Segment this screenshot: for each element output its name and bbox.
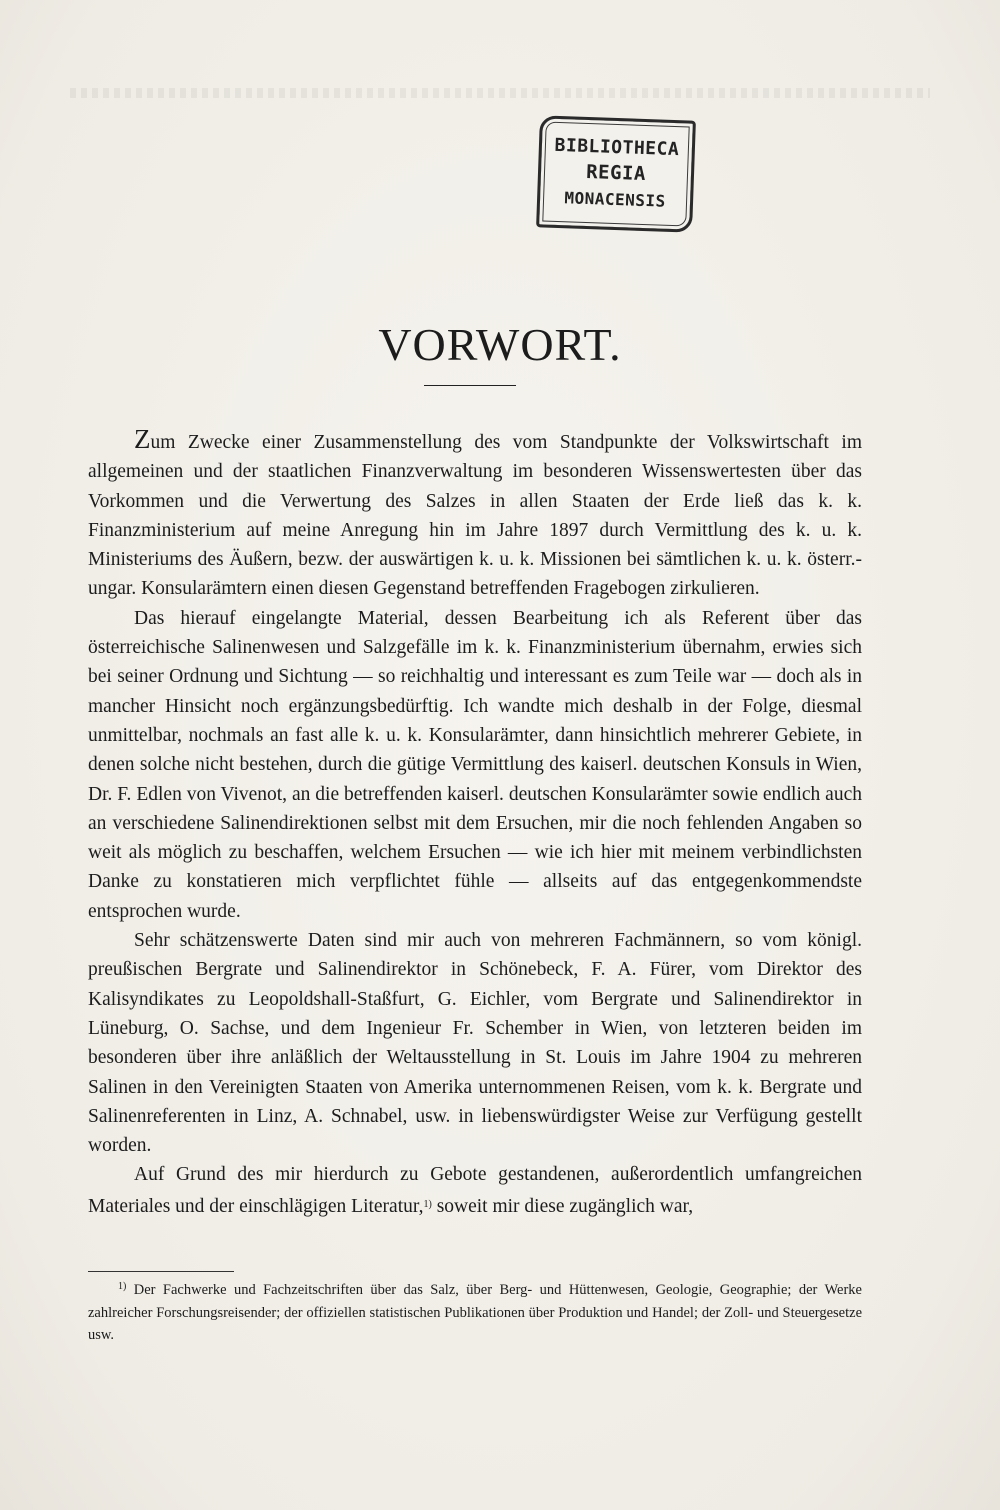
paragraph-2-text: Das hierauf eingelangte Material, dessen Bearbeitung ich als Referent über das österreichische Salinenwesen und Salzgefälle im k. k. Finanzministerium übernahm, erwies sich bei seiner Ordnung und Sichtung — so reichhaltig und interessant es zum Teile war — doch als in mancher Hinsicht noch ergänzungsbedürftig. Ich wandte mich deshalb in der Folge, diesmal unmittelbar, nochmals an fast alle k. u. k. Konsularämter, dann hinsichtlich mehrerer Gebiete, in denen solche nicht bestehen, durch die gütige Vermittlung des kaiserl. deutschen Konsuls in Wien, Dr. F. Edlen von Vivenot, an die betreffenden kaiserl. deutschen Konsularämter sowie endlich auch an verschiedene Salinendirektionen selbst mit dem Ersuchen, mir die noch fehlenden Angaben so weit als möglich zu beschaffen, welchem Ersuchen — wie ich hier mit meinem verbindlichsten Danke zu konstatieren mich verpflichtet fühle — allseits auf das entgegenkommendste entsprochen wurde. [88,607,862,922]
paragraph-1 [88,424,862,604]
footnote [88,1276,862,1347]
paragraph-4-text: Auf Grund des mir hierdurch zu Gebote gestandenen, außerordentlich umfangreichen Materiales und der einschlägigen Literatur, [88,1164,862,1217]
paragraph-4-text-end: soweit mir diese zugänglich war, [431,1195,694,1217]
body-text [88,424,862,1221]
paragraph-2 [88,604,862,926]
paragraph-3-text: Sehr schätzenswerte Daten sind mir auch von mehreren Fachmännern, so vom königl. preußischen Bergrate und Salinendirektor in Schönebeck, F. A. Fürer, vom Direktor des Kalisyndikates zu Leopoldshall-Staßfurt, G. Eichler, vom Bergrate und Salinendirektor in Lüneburg, O. Sachse, und dem Ingenieur Fr. Schember in Wien, von letzteren beiden im besonderen über ihre anläßlich der Weltausstellung in St. Louis im Jahre 1904 zu mehreren Salinen in den Vereinigten Staaten von Amerika unternommenen Reisen, vom k. k. Bergrate und Salinenreferenten in Linz, A. Schnabel, usw. in liebenswürdigster Weise zur Verfügung gestellt worden. [88,930,862,1157]
footnote-divider [88,1271,234,1272]
paragraph-1-text: um Zwecke einer Zusammenstellung des vom Standpunkte der Volkswirtschaft im allgemeinen und der staatlichen Finanzverwaltung im besonderen Wissenswertesten über das Vorkommen und die Verwertung des Salzes in allen Staaten der Erde ließ das k. k. Finanzministerium auf meine Anregung hin im Jahre 1897 durch Vermittlung des k. u. k. Ministeriums des Äußern, bezw. der auswärtigen k. u. k. Missionen bei sämtlichen k. u. k. österr.-ungar. Konsularämtern einen diesen Gegenstand betreffenden Fragebogen zirkulieren. [88,432,862,600]
title-divider [424,385,516,386]
paragraph-3 [88,926,862,1160]
footnote-marker: 1) [118,1281,127,1292]
library-stamp [536,115,696,232]
footnote-text: Der Fachwerke und Fachzeitschriften über das Salz, über Berg- und Hüttenwesen, Geologie, Geographie; der Werke zahlreicher Forschungsreisender; der offiziellen statistischen Publikationen über Produktion und Handel; der Zoll- und Steuergesetze usw. [88,1282,862,1343]
initial-letter: Z [134,424,151,454]
page-title: VORWORT. [378,319,622,370]
stamp-line-2: REGIA [585,160,647,186]
footnote-reference: 1) [423,1198,432,1210]
stamp-line-1: BIBLIOTHECA [554,134,680,161]
stamp-line-3: MONACENSIS [564,188,667,211]
show-through-bleed [70,88,930,98]
paragraph-4 [88,1160,862,1221]
